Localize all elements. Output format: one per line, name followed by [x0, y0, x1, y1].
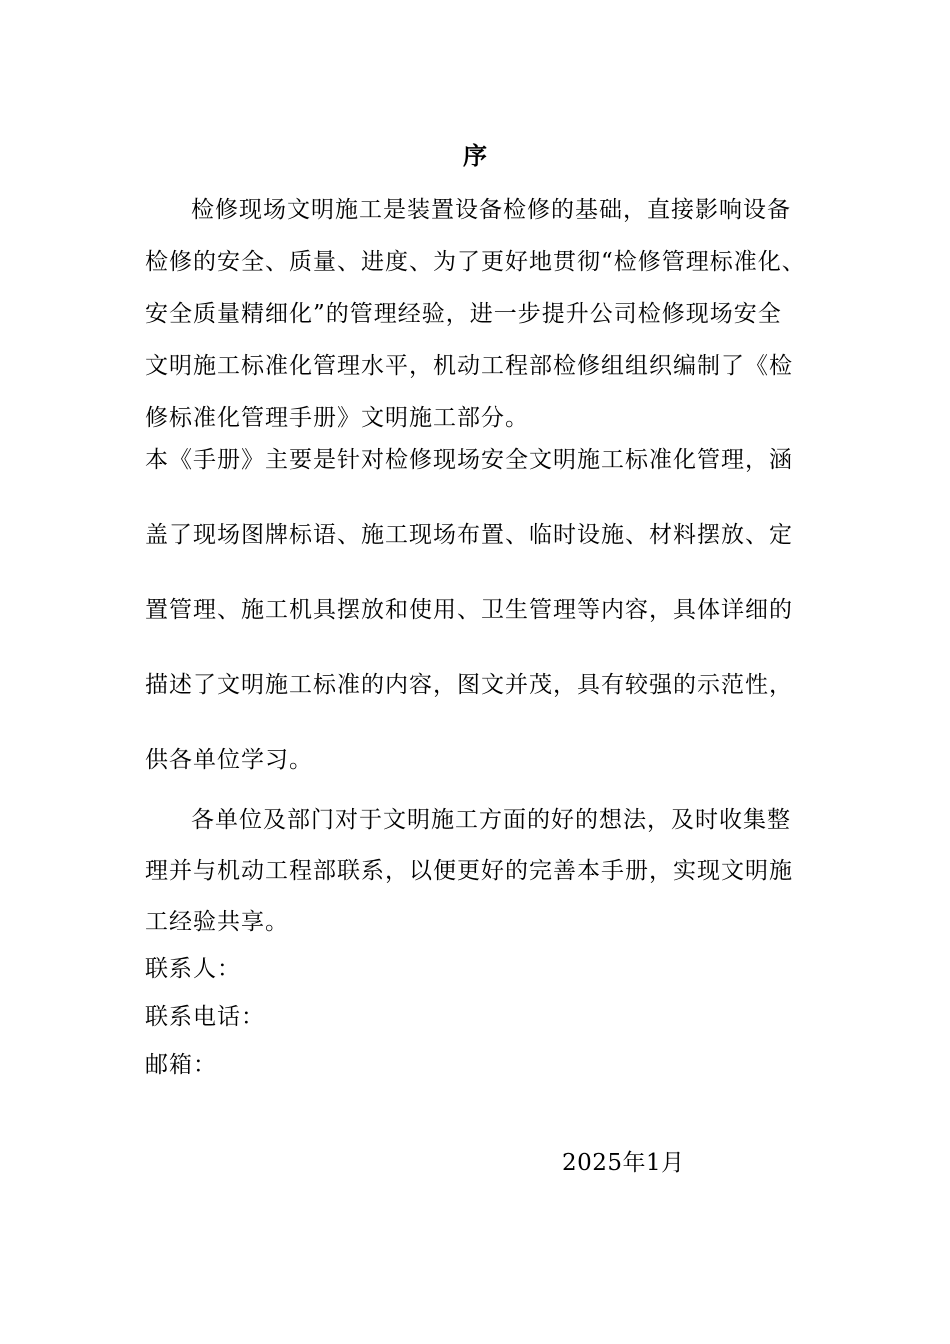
paragraph-line: 描述了文明施工标准的内容，图文并茂，具有较强的示范性， — [145, 672, 793, 698]
paragraph-line: 检修现场文明施工是装置设备检修的基础，直接影响设备 — [191, 197, 791, 223]
paragraph-line: 修标准化管理手册》文明施工部分。 — [145, 405, 529, 431]
page-title: 序 — [463, 141, 487, 170]
paragraph-line: 供各单位学习。 — [145, 747, 313, 773]
paragraph-line: 检修的安全、质量、进度、为了更好地贯彻“检修管理标准化、 — [145, 249, 806, 275]
paragraph-line: 安全质量精细化”的管理经验，进一步提升公司检修现场安全 — [145, 301, 782, 327]
contact-phone-label: 联系电话： — [145, 1004, 265, 1030]
document-date: 2025年1月 — [562, 1150, 685, 1176]
paragraph-line: 文明施工标准化管理水平，机动工程部检修组组织编制了《检 — [145, 353, 793, 379]
paragraph-line: 本《手册》主要是针对检修现场安全文明施工标准化管理，涵 — [145, 447, 793, 473]
paragraph-line: 工经验共享。 — [145, 909, 289, 935]
paragraph-line: 置管理、施工机具摆放和使用、卫生管理等内容，具体详细的 — [145, 597, 793, 623]
scope-paragraph — [145, 423, 815, 798]
intro-paragraph — [145, 184, 815, 444]
paragraph-line: 盖了现场图牌标语、施工现场布置、临时设施、材料摆放、定 — [145, 522, 793, 548]
paragraph-line: 理并与机动工程部联系，以便更好的完善本手册，实现文明施 — [145, 858, 793, 884]
contact-person-label: 联系人： — [145, 956, 241, 982]
feedback-paragraph — [145, 795, 815, 948]
paragraph-line: 各单位及部门对于文明施工方面的好的想法，及时收集整 — [191, 807, 791, 833]
contact-info — [145, 945, 815, 1089]
contact-email-label: 邮箱： — [145, 1052, 217, 1078]
